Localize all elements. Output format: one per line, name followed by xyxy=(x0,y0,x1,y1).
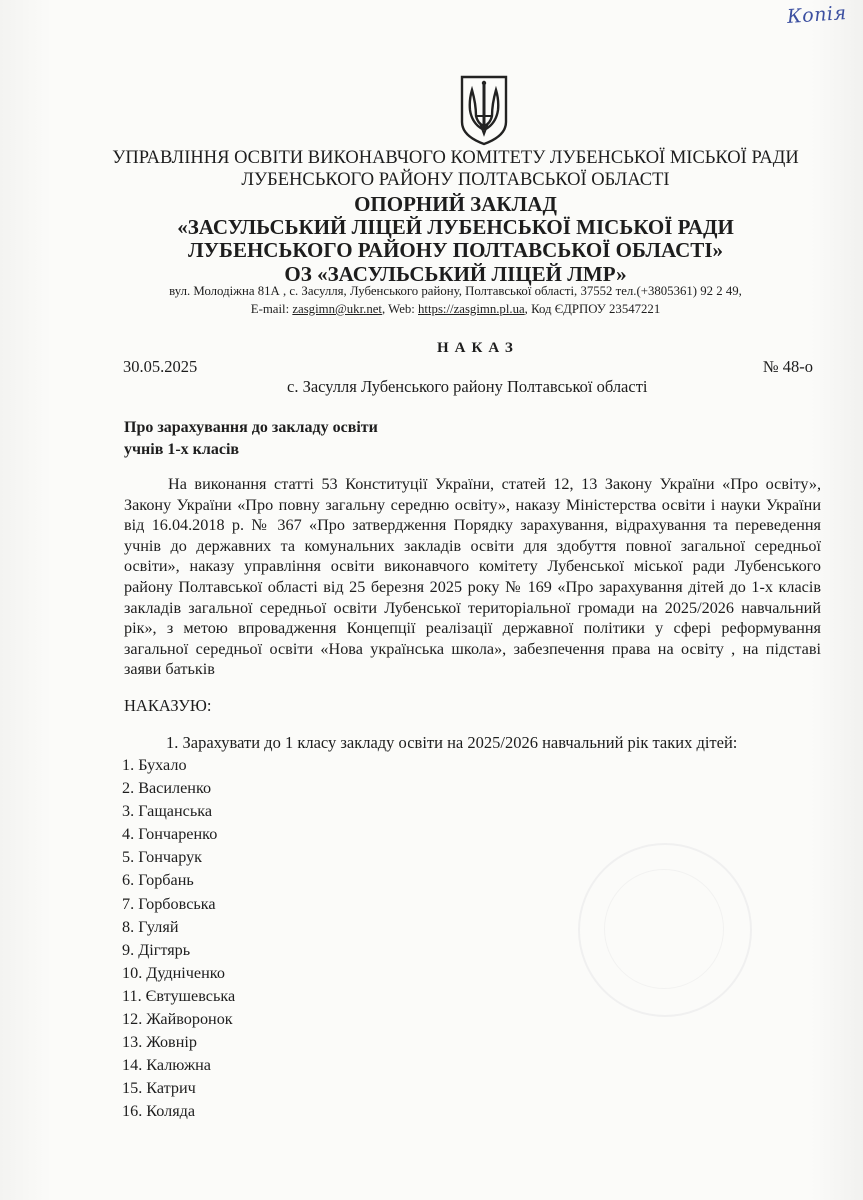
header-address: вул. Молодіжна 81А , с. Засулля, Лубенського району, Полтавської області, 37552 тел.(+3805361) 92 2 49, xyxy=(169,284,742,298)
list-item: 12. Жайворонок xyxy=(122,1010,233,1029)
header-institution-name-1: «ЗАСУЛЬСЬКИЙ ЛІЦЕЙ ЛУБЕНСЬКОЇ МІСЬКОЇ РАДИ xyxy=(177,215,734,239)
list-item: 9. Дігтярь xyxy=(122,940,191,959)
order-title: НАКАЗ xyxy=(437,340,519,356)
header-institution-name-2: ЛУБЕНСЬКОГО РАЙОНУ ПОЛТАВСЬКОЇ ОБЛАСТІ» xyxy=(188,238,723,262)
order-date: 30.05.2025 xyxy=(123,357,198,376)
list-item: 4. Гончаренко xyxy=(122,825,218,844)
faded-stamp-icon xyxy=(578,843,752,1017)
subject-line-1: Про зарахування до закладу освіти xyxy=(124,419,378,436)
list-item: 8. Гуляй xyxy=(122,917,179,936)
order-preamble: На виконання статті 53 Конституції України, статей 12, 13 Закону України «Про освіту», Закону України «Про повну загальну середню освіту», наказу Міністерства освіти і науки України від 16.04.2018 р. № 367 «Про затвердження Порядку зарахування, відрахування та переведення учнів до державних та комунальних закладів освіти для здобуття повної загальної середньої освіти», наказу управління освіти виконавчого комітету Лубенської міської ради Лубенського району Полтавської області від 25 березня 2025 року № 169 «Про зарахування дітей до 1-х класів закладів загальної середньої освіти Лубенської територіальної громади на 2025/2026 навчальний рік», з метою впровадження Концепції реалізації державної політики у сфері реформування загальної середньої освіти «Нова українська школа», забезпечення права на освіту , на підставі заяви батьків xyxy=(124,475,821,679)
list-item: 16. Коляда xyxy=(122,1102,196,1121)
list-item: 11. Євтушевська xyxy=(122,986,236,1005)
order-number: № 48-о xyxy=(762,357,813,376)
header-institution-type: ОПОРНИЙ ЗАКЛАД xyxy=(354,192,557,216)
list-item: 5. Гончарук xyxy=(122,848,203,867)
trident-coat-of-arms-icon xyxy=(458,74,510,146)
list-item: 2. Василенко xyxy=(122,779,212,798)
order-place: с. Засулля Лубенського району Полтавської області xyxy=(287,377,648,396)
order-directive: НАКАЗУЮ: xyxy=(124,696,212,715)
copy-handwritten-mark: Копія xyxy=(786,1,848,29)
order-item-1: 1. Зарахувати до 1 класу закладу освіти на 2025/2026 навчальний рік таких дітей: xyxy=(166,733,738,752)
web-label: , Web: xyxy=(381,302,419,316)
header-district: ЛУБЕНСЬКОГО РАЙОНУ ПОЛТАВСЬКОЇ ОБЛАСТІ xyxy=(241,170,670,190)
list-item: 10. Дудніченко xyxy=(122,963,225,982)
list-item: 1. Бухало xyxy=(122,756,187,774)
list-item: 6. Горбань xyxy=(122,871,194,890)
edrpou-code: , Код ЄДРПОУ 23547221 xyxy=(524,302,661,316)
order-subject xyxy=(124,417,378,461)
list-item: 7. Горбовська xyxy=(122,894,216,913)
students-list xyxy=(122,754,235,1124)
faded-stamp-inner-ring xyxy=(604,869,724,989)
web-link[interactable]: https://zasgimn.pl.ua xyxy=(418,302,525,316)
list-item: 3. Гащанська xyxy=(122,802,213,821)
header-contacts xyxy=(24,302,863,317)
subject-line-2: учнів 1-х класів xyxy=(124,441,240,458)
header-institution-short: ОЗ «ЗАСУЛЬСЬКИЙ ЛІЦЕЙ ЛМР» xyxy=(284,262,627,286)
list-item: 15. Катрич xyxy=(122,1079,196,1098)
email-link[interactable]: zasgimn@ukr.net xyxy=(292,302,382,316)
list-item: 13. Жовнір xyxy=(122,1033,197,1052)
list-item: 14. Калюжна xyxy=(122,1056,211,1075)
email-label: E-mail: xyxy=(250,302,293,316)
header-department: УПРАВЛІННЯ ОСВІТИ ВИКОНАВЧОГО КОМІТЕТУ ЛУБЕНСЬКОЇ МІСЬКОЇ РАДИ xyxy=(112,148,799,168)
